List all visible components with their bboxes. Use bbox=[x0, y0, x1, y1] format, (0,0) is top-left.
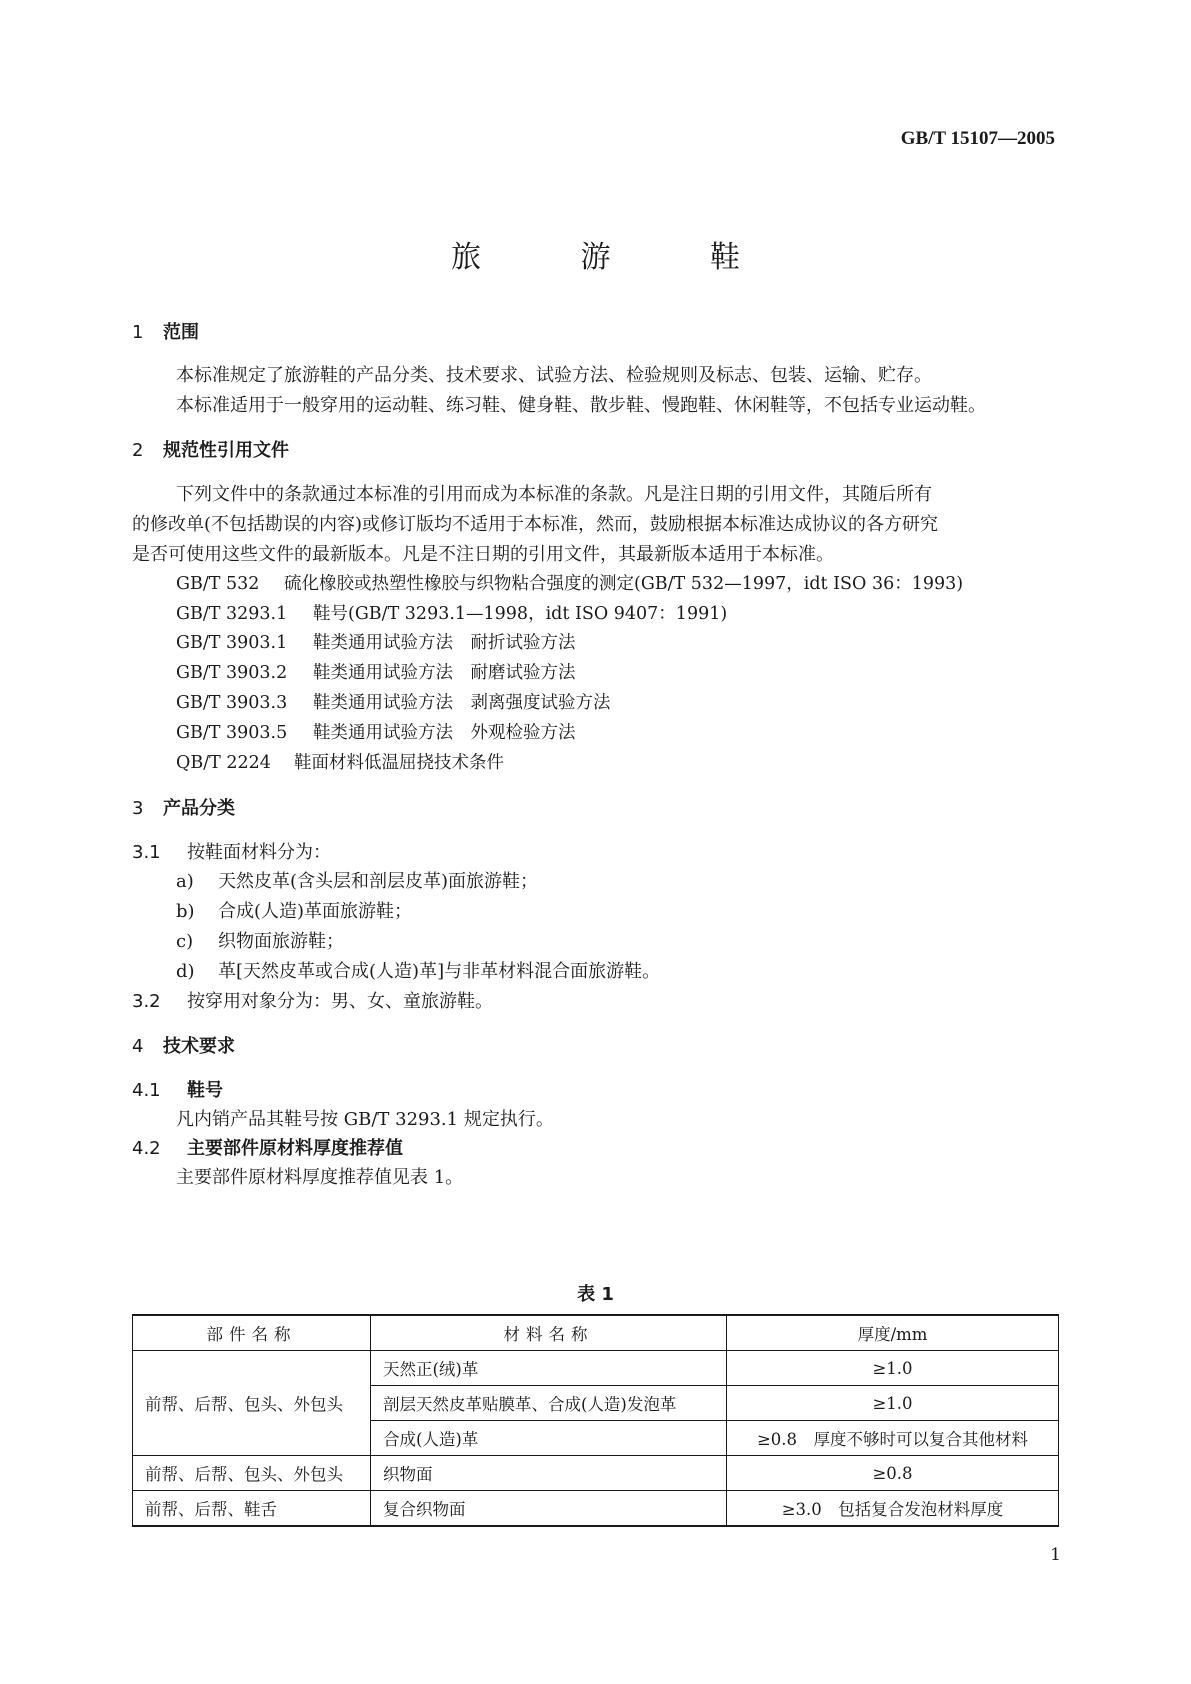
reference-text: 鞋类通用试验方法 耐折试验方法 bbox=[313, 633, 576, 653]
list-marker: a) bbox=[176, 871, 194, 892]
reference-code: GB/T 3903.1 bbox=[176, 633, 288, 653]
reference-item bbox=[176, 659, 576, 684]
reference-text: 鞋面材料低温屈挠技术条件 bbox=[294, 753, 504, 773]
paragraph: 凡内销产品其鞋号按 GB/T 3293.1 规定执行。 bbox=[176, 1109, 554, 1130]
subsection-number: 4.2 bbox=[132, 1138, 161, 1159]
subsection-text: 按鞋面材料分为： bbox=[187, 842, 331, 863]
reference-text: 鞋类通用试验方法 耐磨试验方法 bbox=[313, 663, 576, 683]
list-item-text: 天然皮革(含头层和剖层皮革)面旅游鞋； bbox=[218, 871, 539, 892]
subsection-number: 4.1 bbox=[132, 1080, 161, 1101]
reference-text: 鞋类通用试验方法 剥离强度试验方法 bbox=[313, 693, 611, 713]
column-header: 材料名称 bbox=[371, 1315, 727, 1351]
table-row bbox=[133, 1491, 1059, 1527]
reference-code: QB/T 2224 bbox=[176, 753, 271, 773]
reference-text: 硫化橡胶或热塑性橡胶与织物粘合强度的测定(GB/T 532—1997，idt ISO 36：1993) bbox=[284, 574, 964, 594]
section-2-heading bbox=[132, 436, 289, 462]
table-cell-part: 前帮、后帮、包头、外包头 bbox=[133, 1351, 371, 1456]
subsection-number: 3.1 bbox=[132, 842, 161, 863]
column-header: 部件名称 bbox=[133, 1315, 371, 1351]
thickness-table bbox=[132, 1314, 1059, 1527]
table-row bbox=[133, 1351, 1059, 1386]
list-item bbox=[176, 957, 660, 983]
page-number: 1 bbox=[1050, 1545, 1061, 1565]
table-cell-thickness: ≥1.0 bbox=[727, 1351, 1059, 1386]
table-cell-material: 织物面 bbox=[371, 1456, 727, 1491]
subsection-title: 主要部件原材料厚度推荐值 bbox=[187, 1138, 403, 1159]
table-cell-material: 复合织物面 bbox=[371, 1491, 727, 1527]
table-caption: 表 1 bbox=[577, 1284, 614, 1305]
table-cell-part: 前帮、后帮、包头、外包头 bbox=[133, 1456, 371, 1491]
reference-item bbox=[176, 570, 963, 595]
list-item bbox=[176, 867, 538, 893]
table-cell-thickness: ≥0.8 bbox=[727, 1456, 1059, 1491]
table-cell-thickness: ≥0.8 厚度不够时可以复合其他材料 bbox=[727, 1421, 1059, 1456]
table-row bbox=[133, 1456, 1059, 1491]
list-item bbox=[176, 927, 344, 953]
reference-item bbox=[176, 629, 576, 654]
subsection-4-2-heading bbox=[132, 1134, 403, 1160]
reference-code: GB/T 532 bbox=[176, 574, 260, 594]
subsection-number: 3.2 bbox=[132, 991, 161, 1012]
paragraph: 主要部件原材料厚度推荐值见表 1。 bbox=[176, 1167, 464, 1188]
reference-text: 鞋号(GB/T 3293.1—1998，idt ISO 9407：1991) bbox=[313, 604, 728, 624]
list-item-text: 合成(人造)革面旅游鞋； bbox=[218, 901, 413, 922]
table-header-row bbox=[133, 1315, 1059, 1351]
section-3-heading bbox=[132, 794, 235, 820]
paragraph-line: 的修改单(不包括勘误的内容)或修订版均不适用于本标准，然而，鼓励根据本标准达成协议的各方研究 bbox=[132, 514, 939, 535]
section-4-heading bbox=[132, 1032, 235, 1058]
list-item bbox=[176, 897, 412, 923]
list-item-text: 革[天然皮革或合成(人造)革]与非革材料混合面旅游鞋。 bbox=[218, 961, 661, 982]
list-marker: d) bbox=[176, 961, 195, 982]
section-title: 范围 bbox=[163, 322, 199, 343]
reference-text: 鞋类通用试验方法 外观检验方法 bbox=[313, 723, 576, 743]
reference-item bbox=[176, 749, 504, 774]
section-1-heading bbox=[132, 318, 199, 344]
section-number: 3 bbox=[132, 798, 144, 819]
section-title: 技术要求 bbox=[163, 1036, 235, 1057]
reference-code: GB/T 3903.2 bbox=[176, 663, 288, 683]
section-number: 2 bbox=[132, 440, 144, 461]
table-cell-material: 剖层天然皮革贴膜革、合成(人造)发泡革 bbox=[371, 1386, 727, 1421]
section-title: 规范性引用文件 bbox=[163, 440, 289, 461]
list-marker: c) bbox=[176, 931, 194, 952]
table-cell-part: 前帮、后帮、鞋舌 bbox=[133, 1491, 371, 1527]
paragraph: 本标准适用于一般穿用的运动鞋、练习鞋、健身鞋、散步鞋、慢跑鞋、休闲鞋等，不包括专业运动鞋。 bbox=[176, 395, 986, 416]
list-marker: b) bbox=[176, 901, 195, 922]
document-title: 旅 游 鞋 bbox=[450, 240, 741, 275]
subsection-3-1 bbox=[132, 838, 331, 864]
section-number: 1 bbox=[132, 322, 144, 343]
subsection-title: 鞋号 bbox=[187, 1080, 223, 1101]
subsection-4-1-heading bbox=[132, 1076, 223, 1102]
paragraph: 本标准规定了旅游鞋的产品分类、技术要求、试验方法、检验规则及标志、包装、运输、贮存。 bbox=[176, 365, 932, 386]
subsection-3-2 bbox=[132, 987, 493, 1013]
reference-item bbox=[176, 600, 727, 625]
table-cell-material: 天然正(绒)革 bbox=[371, 1351, 727, 1386]
paragraph-line: 下列文件中的条款通过本标准的引用而成为本标准的条款。凡是注日期的引用文件，其随后所有 bbox=[176, 484, 932, 505]
table-cell-thickness: ≥1.0 bbox=[727, 1386, 1059, 1421]
reference-code: GB/T 3903.3 bbox=[176, 693, 288, 713]
reference-code: GB/T 3293.1 bbox=[176, 604, 288, 624]
reference-item bbox=[176, 719, 576, 744]
section-title: 产品分类 bbox=[163, 798, 235, 819]
standard-code: GB/T 15107—2005 bbox=[900, 128, 1055, 149]
paragraph-line: 是否可使用这些文件的最新版本。凡是不注日期的引用文件，其最新版本适用于本标准。 bbox=[132, 544, 834, 565]
column-header: 厚度/mm bbox=[727, 1315, 1059, 1351]
subsection-text: 按穿用对象分为：男、女、童旅游鞋。 bbox=[187, 991, 493, 1012]
reference-item bbox=[176, 689, 611, 714]
reference-code: GB/T 3903.5 bbox=[176, 723, 288, 743]
table-cell-thickness: ≥3.0 包括复合发泡材料厚度 bbox=[727, 1491, 1059, 1527]
table-cell-material: 合成(人造)革 bbox=[371, 1421, 727, 1456]
list-item-text: 织物面旅游鞋； bbox=[218, 931, 344, 952]
section-number: 4 bbox=[132, 1036, 144, 1057]
